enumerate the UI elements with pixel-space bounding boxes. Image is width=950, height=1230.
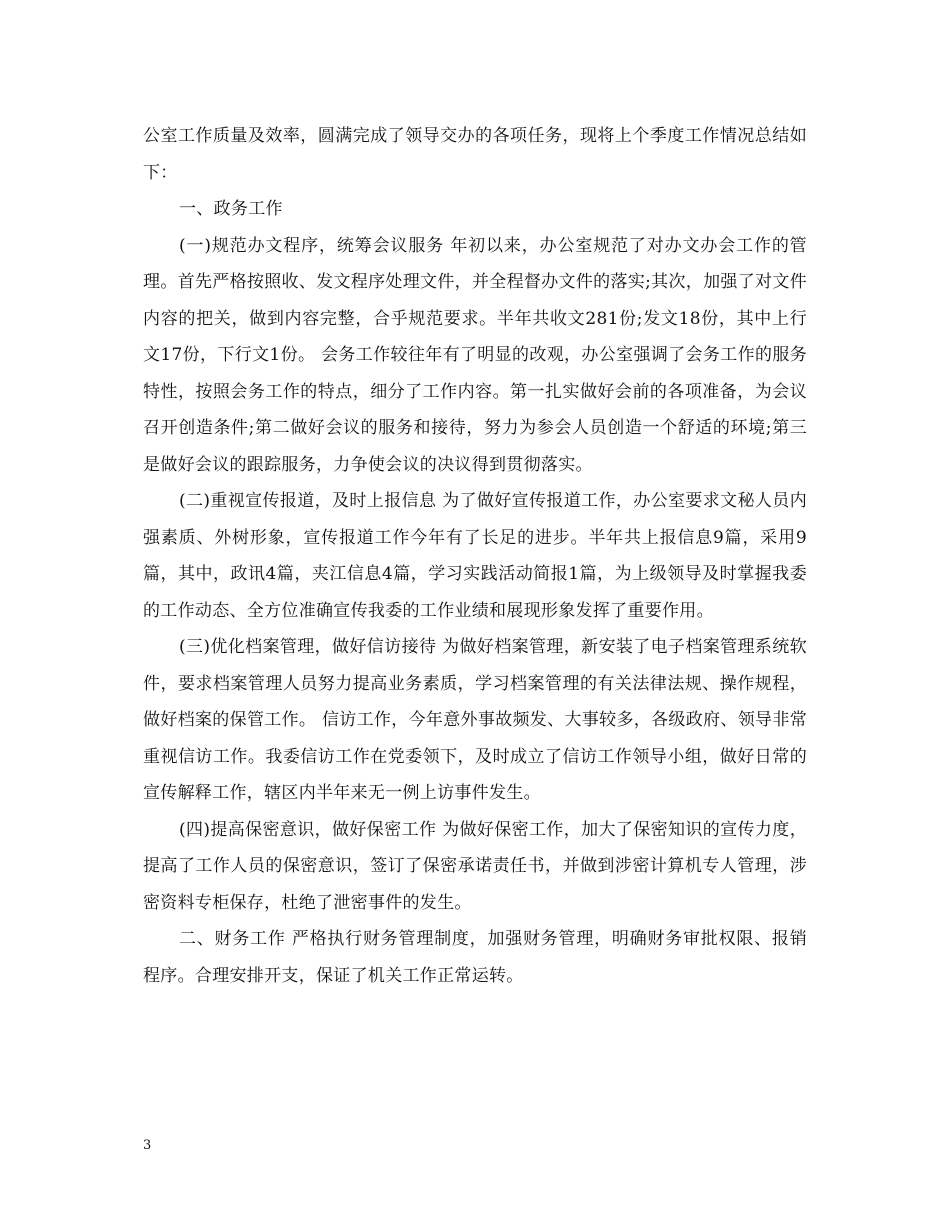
paragraph: (三)优化档案管理，做好信访接待 为做好档案管理，新安装了电子档案管理系统软件，要求档案管理人员努力提高业务素质，学习档案管理的有关法律法规、操作规程，做好档案的保管工作。 信访工作，今年意外事故频发、大事较多，各级政府、领导非常重视信访工作。我委信访工作在党委领下，及时成立了信访工作领导小组，做好日常的宣传解释工作，辖区内半年来无一例上访事件发生。	[143, 637, 807, 803]
document-body	[143, 118, 807, 994]
paragraph: (二)重视宣传报道，及时上报信息 为了做好宣传报道工作，办公室要求文秘人员内强素质、外树形象，宣传报道工作今年有了长足的进步。半年共上报信息9篇，采用9篇，其中，政讯4篇，夹江信息4篇，学习实践活动简报1篇，为上级领导及时掌握我委的工作动态、全方位准确宣传我委的工作业绩和展现形象发挥了重要作用。	[143, 491, 807, 621]
page-number: 3	[143, 1138, 152, 1153]
paragraph: (一)规范办文程序，统筹会议服务 年初以来，办公室规范了对办文办会工作的管理。首先严格按照收、发文程序处理文件，并全程督办文件的落实;其次，加强了对文件内容的把关，做到内容完整，合乎规范要求。半年共收文281份;发文18份，其中上行文17份，下行文1份。 会务工作较往年有了明显的改观，办公室强调了会务工作的服务特性，按照会务工作的特点，细分了工作内容。第一扎实做好会前的各项准备，为会议召开创造条件;第二做好会议的服务和接待，努力为参会人员创造一个舒适的环境;第三是做好会议的跟踪服务，力争使会议的决议得到贯彻落实。	[143, 235, 807, 475]
paragraph: (四)提高保密意识，做好保密工作 为做好保密工作，加大了保密知识的宣传力度，提高了工作人员的保密意识，签订了保密承诺责任书，并做到涉密计算机专人管理，涉密资料专柜保存，杜绝了泄密事件的发生。	[143, 819, 807, 913]
paragraph: 公室工作质量及效率，圆满完成了领导交办的各项任务，现将上个季度工作情况总结如下：	[143, 126, 807, 183]
section-heading: 一、政务工作	[179, 199, 283, 219]
paragraph: 二、财务工作 严格执行财务管理制度，加强财务管理，明确财务审批权限、报销程序。合理安排开支，保证了机关工作正常运转。	[143, 929, 807, 986]
